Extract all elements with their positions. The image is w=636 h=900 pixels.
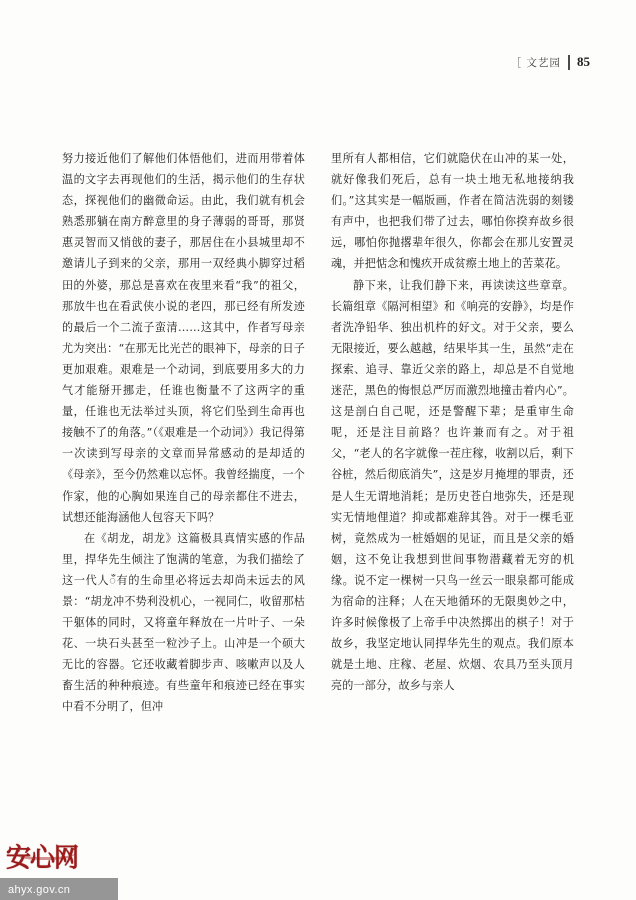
brand-url-text: ahyx.gov.cn xyxy=(8,884,71,896)
site-watermark xyxy=(0,830,120,900)
header-divider xyxy=(568,55,570,70)
article-body xyxy=(0,148,636,718)
paragraph: 静下来，让我们静下来，再读读这些章章。长篇组章《隔河相望》和《响亮的安静》，均是作者洗净铅华、独出机杵的好文。对于父亲，要么无限接近，要么越越，结果毕其一生，虽然“走在探索、追寻、靠近父亲的路上，却总是不自觉地迷茫，黑色的悔恨总严厉而激烈地撞击着内心”。这是剖白自己呢，还是警醒下辈；是重审生命呢，还是注目前路？也许兼而有之。对于祖父，“老人的名字就像一茬庄稼，收割以后，剩下谷桩，然后彻底消失”，这是岁月掩埋的罪责，还是人生无谓地消耗；是历史苍白地弥失，还是现实无情地俚道？抑或都难辞其咎。对于一棵毛亚树，竟然成为一桩婚姻的见证，而且是父亲的婚姻，这不免让我想到世间事物潜藏着无穷的机缘。说不定一棵树一只鸟一丝云一眼泉都可能成为宿命的注释；人在天地循环的无限奥妙之中，许多时候像极了上帝手中决然掷出的棋子！对于故乡，我坚定地认同捍华先生的观点。我们原本就是土地、庄稼、老屋、炊烟、农具乃至头顶月亮的一部分，故乡与亲人 xyxy=(331,278,574,693)
page-number: 85 xyxy=(577,54,590,69)
left-column xyxy=(62,148,305,718)
page-header xyxy=(511,52,590,72)
header-section-label: ［ 文艺园 xyxy=(510,56,561,69)
paragraph: 努力接近他们了解他们体悟他们，进而用带着体温的文字去再现他们的生活，揭示他们的生存状态，探视他们的幽微命运。由此，我们就有机会熟悉那躺在南方醉意里的身子薄弱的哥哥，那贤惠灵智而又悄戗的妻子，那居住在小县城里却不邀请儿子到来的父亲，那用一双经典小脚穿过稻田的外婆，那总是喜欢在夜里来看“我”的祖父，那放牛也在看武侠小说的老四，那已经有所发迹的最后一个二流子蛮清……这其中，作者写母亲尤为突出：“在那无比光芒的眼神下，母亲的日子更加艰难。艰难是一个动词，到底要用多大的力气才能掰开挪走，任谁也衡量不了这两字的重量，任谁也无法举过头顶，将它们坠到生命再也接触不了的角落。”（《艰难是一个动词》）我记得第一次读到写母亲的文章而异常感动的是却适的《母亲》，至今仍然难以忘怀。我曾经揣度，一个作家，他的心胸如果连自己的母亲都住不进去，试想还能海涵他人包容天下吗？ xyxy=(62,152,305,524)
brand-logo-text: 安心网 xyxy=(6,842,79,873)
paragraph: 里所有人都相信，它们就隐伏在山冲的某一处，就好像我们死后，总有一块土地无私地接纳我们。”这其实是一幅版画，作者在简洁洗弱的刻镂有声中，也把我们带了过去，哪怕你揆弃故乡很远，哪怕你抛撂辈年很久，你都会在那儿安置灵魂，并把惦念和愧疚开成贫瘵土地上的苦菜花。 xyxy=(331,152,574,271)
right-column xyxy=(331,148,574,718)
paragraph: 在《胡龙，胡龙》这篇极具真情实感的作品里，捍华先生倾注了饱满的笔意，为我们描绘了这一代人ँ有的生命里必将远去却尚未远去的风景：“胡龙冲不势利没机心，一视同仁，收留那枯干躯体的同时，又将童年释放在一片叶子、一朵花、一块石头甚至一粒沙子上。山冲是一个硕大无比的容器。它还收藏着脚步声、咳嗽声以及人畜生活的种种痕迹。有些童年和痕迹已经在事实中看不分明了，但冲 xyxy=(62,531,305,714)
